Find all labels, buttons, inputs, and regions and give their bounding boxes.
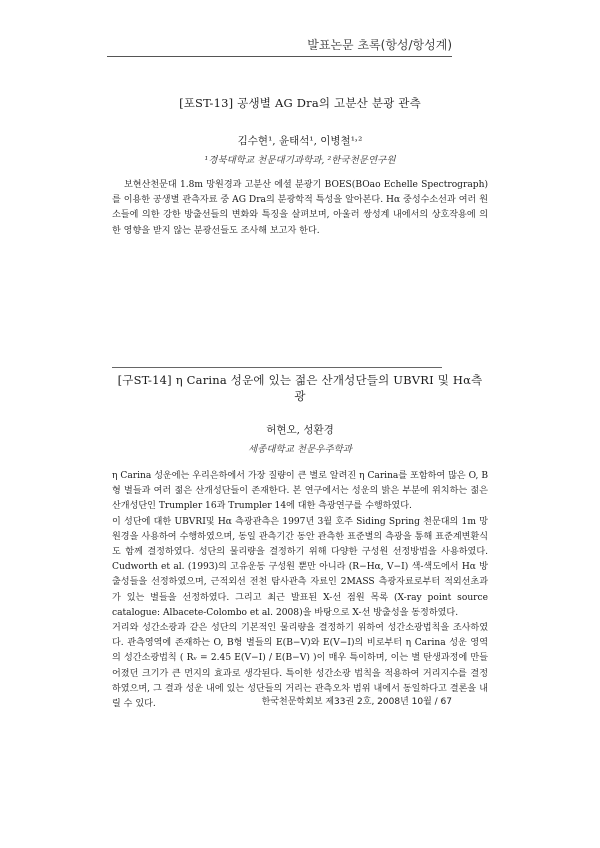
- paragraph: 거리와 성간소광과 같은 성단의 기본적인 물리량을 결정하기 위하여 성간소광법칙을 조사하였다. 관측영역에 존재하는 O, B형 별들의 E(B−V)와 E(V−I)의 비로부터 η Carina 성운 영역의 성간소광법칙 ( Rᵥ = 2.45 E(V−I) / E(B−V) )이 매우 특이하며, 이는 별 탄생과정에 만들어졌던 크기가 큰 먼지의 효과로 생각된다. 특이한 성간소광 법칙을 적용하여 거리지수를 결정하였으며, 그 결과 성운 내에 있는 성단들의 거리는 관측오차 범위 내에서 동일하다고 결론을 내릴 수 있다.: [112, 623, 488, 710]
- running-head: 발표논문 초록(항성/항성계): [307, 38, 452, 52]
- abstract-1: [112, 95, 488, 239]
- abstract-body: [112, 469, 488, 712]
- abstract-title: [구ST-14] η Carina 성운에 있는 젊은 산개성단들의 UBVRI 및 Hα측광: [117, 373, 483, 403]
- header-rule: [107, 56, 452, 57]
- author-list: 허현오, 성환경: [266, 424, 334, 436]
- author-list: 김수현¹, 윤태석¹, 이병철¹˒²: [237, 135, 363, 147]
- paragraph: η Carina 성운에는 우리은하에서 가장 질량이 큰 별로 알려진 η Carina를 포함하여 많은 O, B형 별들과 여러 젊은 산개성단들이 존재한다. 본 연구에서는 성운의 밝은 부분에 위치하는 젊은 산개성단인 Trumpler 16과 Trumpler 14에 대한 측광연구를 수행하였다.: [112, 471, 488, 512]
- abstract-2: [112, 372, 488, 712]
- section-divider: [112, 367, 442, 368]
- abstract-body: [112, 178, 488, 239]
- abstract-title: [포ST-13] 공생별 AG Dra의 고분산 분광 관측: [179, 96, 421, 110]
- affiliation: ¹경북대학교 천문대기과학과, ²한국천문연구원: [204, 155, 396, 166]
- page-footer: 한국천문학회보 제33권 2호, 2008년 10월 / 67: [261, 697, 452, 707]
- paragraph: 이 성단에 대한 UBVRI및 Hα 측광관측은 1997년 3월 호주 Siding Spring 천문대의 1m 망원경을 사용하여 수행하였으며, 동일 관측기간 동안 관측한 표준별의 측광을 통해 표준계변환식도 함께 결정하였다. 성단의 물리량을 결정하기 위해 다양한 구성원 선정방법을 사용하였다. Cudworth et al. (1993)의 고유운동 구성원 뿐만 아니라 (R−Hα, V−I) 색-색도에서 Hα 방출성들을 선정하였으며, 근적외선 전천 탐사관측 자료인 2MASS 측광자료로부터 적외선초과가 있는 별들을 선정하였다. 그리고 최근 발표된 X-선 점원 목록 (X-ray point source catalogue: Albacete-Colombo et al. 2008)을 바탕으로 X-선 방출성을 동정하였다.: [112, 516, 488, 618]
- paragraph: 보현산천문대 1.8m 망원경과 고분산 에셜 분광기 BOES(BOao Echelle Spectrograph)를 이용한 공생별 관측자료 중 AG Dra의 분광학적 특성을 알아본다. Hα 중성수소선과 여러 원소들에 의한 강한 방출선들의 변화와 특징을 살펴보며, 아울러 쌍성계 내에서의 상호작용에 의한 영향을 받지 않는 분광선들도 조사해 보고자 한다.: [112, 180, 488, 236]
- affiliation: 세종대학교 천문우주학과: [248, 444, 352, 455]
